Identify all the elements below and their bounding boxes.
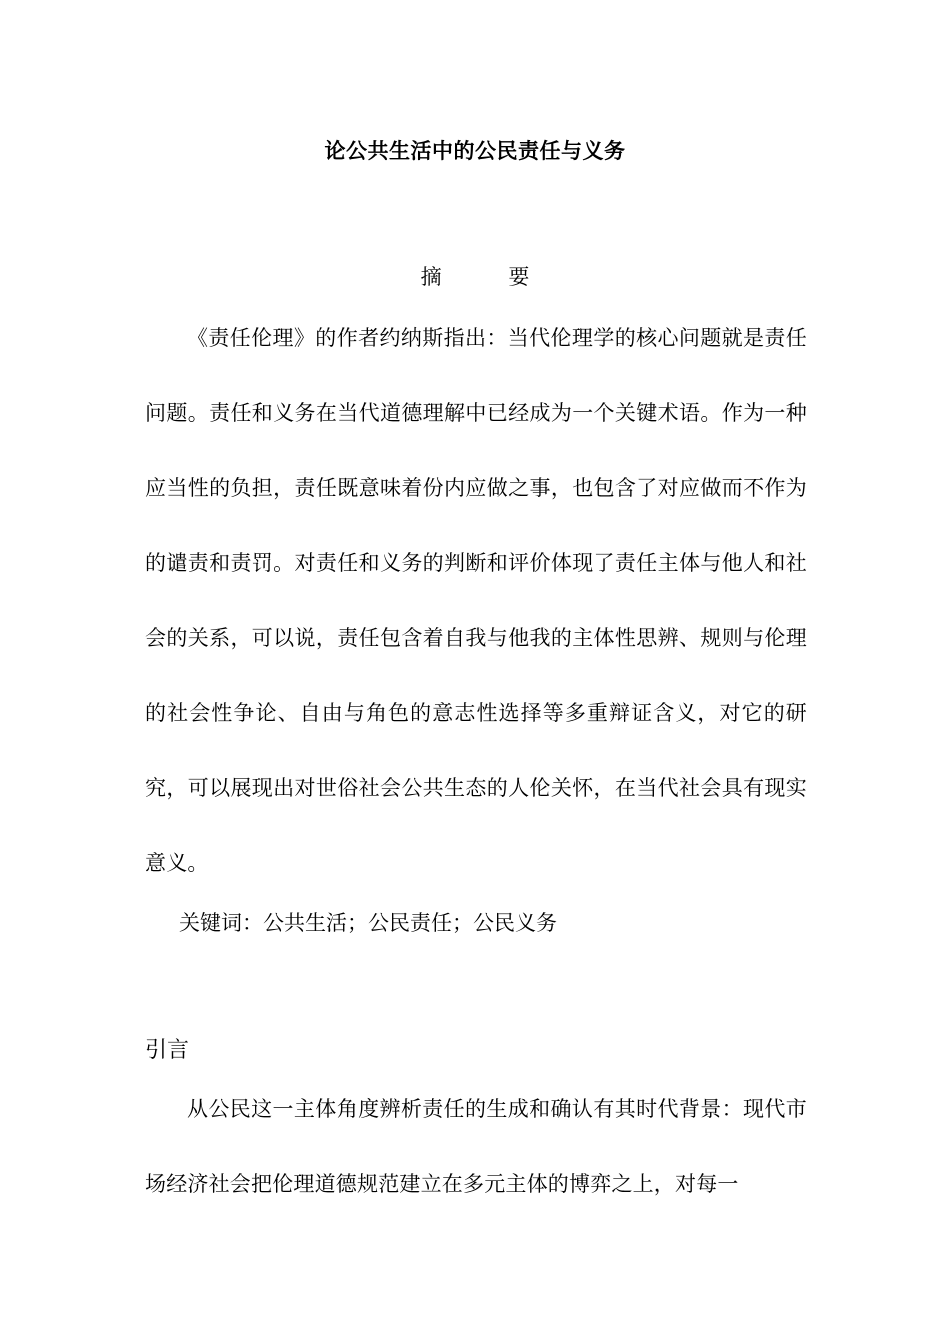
- intro-paragraph: 从公民这一主体角度辨析责任的生成和确认有其时代背景：现代市场经济社会把伦理道德规范建立在多元主体的博弈之上，对每一: [145, 1097, 807, 1196]
- document-title: 论公共生活中的公民责任与义务: [324, 139, 626, 163]
- abstract-heading: 摘 要: [420, 265, 560, 289]
- abstract-paragraph: 《责任伦理》的作者约纳斯指出：当代伦理学的核心问题就是责任问题。责任和义务在当代道德理解中已经成为一个关键术语。作为一种应当性的负担，责任既意味着份内应做之事，也包含了对应做而不作为的谴责和责罚。对责任和义务的判断和评价体现了责任主体与他人和社会的关系，可以说，责任包含着自我与他我的主体性思辨、规则与伦理的社会性争论、自由与角色的意志性选择等多重辩证含义，对它的研究，可以展现出对世俗社会公共生态的人伦关怀，在当代社会具有现实意义。: [145, 326, 807, 875]
- keywords-line: 关键词：公共生活；公民责任；公民义务: [179, 911, 557, 935]
- intro-heading: 引言: [145, 1038, 190, 1063]
